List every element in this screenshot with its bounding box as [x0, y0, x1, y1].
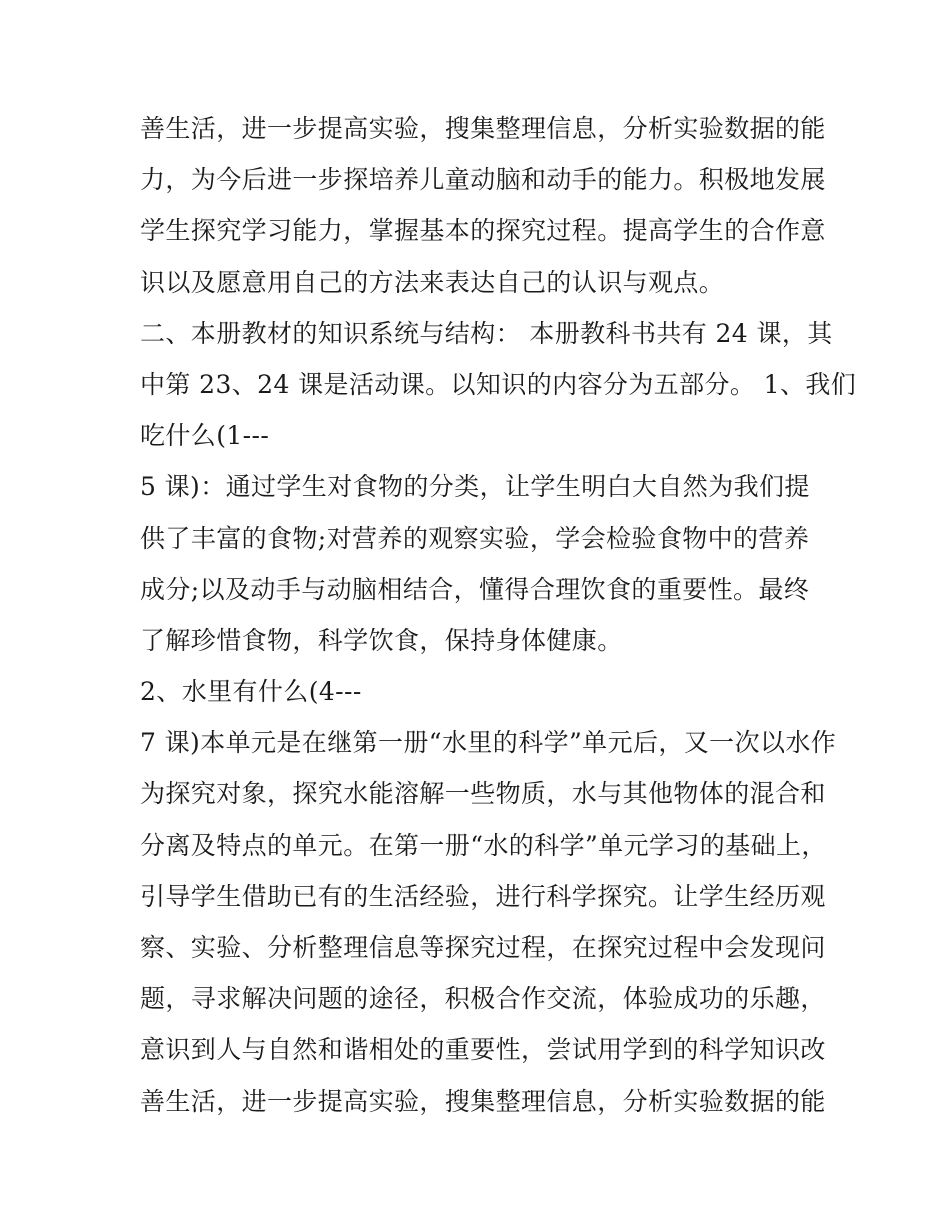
text-line: 吃什么(1---	[140, 421, 270, 451]
text-line: 2、水里有什么(4---	[140, 677, 362, 707]
text-line: 分离及特点的单元。在第一册“水的科学”单元学习的基础上，	[140, 830, 827, 860]
text-line: 力，为今后进一步探培养儿童动脑和动手的能力。积极地发展	[140, 165, 826, 195]
text-line: 引导学生借助已有的生活经验，进行科学探究。让学生经历观	[140, 881, 826, 911]
text-line: 5 课)：通过学生对食物的分类，让学生明白大自然为我们提	[140, 472, 810, 502]
text-line: 意识到人与自然和谐相处的重要性，尝试用学到的科学知识改	[140, 1035, 826, 1065]
text-line: 善生活，进一步提高实验，搜集整理信息，分析实验数据的能	[140, 1086, 826, 1116]
text-line: 了解珍惜食物，科学饮食，保持身体健康。	[140, 625, 623, 655]
text-line: 学生探究学习能力，掌握基本的探究过程。提高学生的合作意	[140, 216, 826, 246]
text-line: 善生活，进一步提高实验，搜集整理信息，分析实验数据的能	[140, 114, 826, 143]
text-line: 中第 23、24 课是活动课。以知识的内容分为五部分。 1、我们	[140, 369, 857, 399]
text-line: 供了丰富的食物;对营养的观察实验，学会检验食物中的营养	[140, 523, 810, 553]
text-line: 7 课)本单元是在继第一册“水里的科学”单元后，又一次以水作	[140, 728, 837, 758]
text-line: 成分;以及动手与动脑相结合，懂得合理饮食的重要性。最终	[140, 574, 810, 604]
text-line: 题，寻求解决问题的途径，积极合作交流，体验成功的乐趣，	[140, 984, 826, 1014]
text-line: 察、实验、分析整理信息等探究过程，在探究过程中会发现问	[140, 933, 826, 962]
body-text	[140, 103, 857, 1127]
text-line: 为探究对象，探究水能溶解一些物质，水与其他物体的混合和	[140, 779, 826, 809]
text-line: 识以及愿意用自己的方法来表达自己的认识与观点。	[140, 267, 725, 297]
text-line: 二、本册教材的知识系统与结构： 本册教科书共有 24 课，其	[140, 318, 833, 348]
